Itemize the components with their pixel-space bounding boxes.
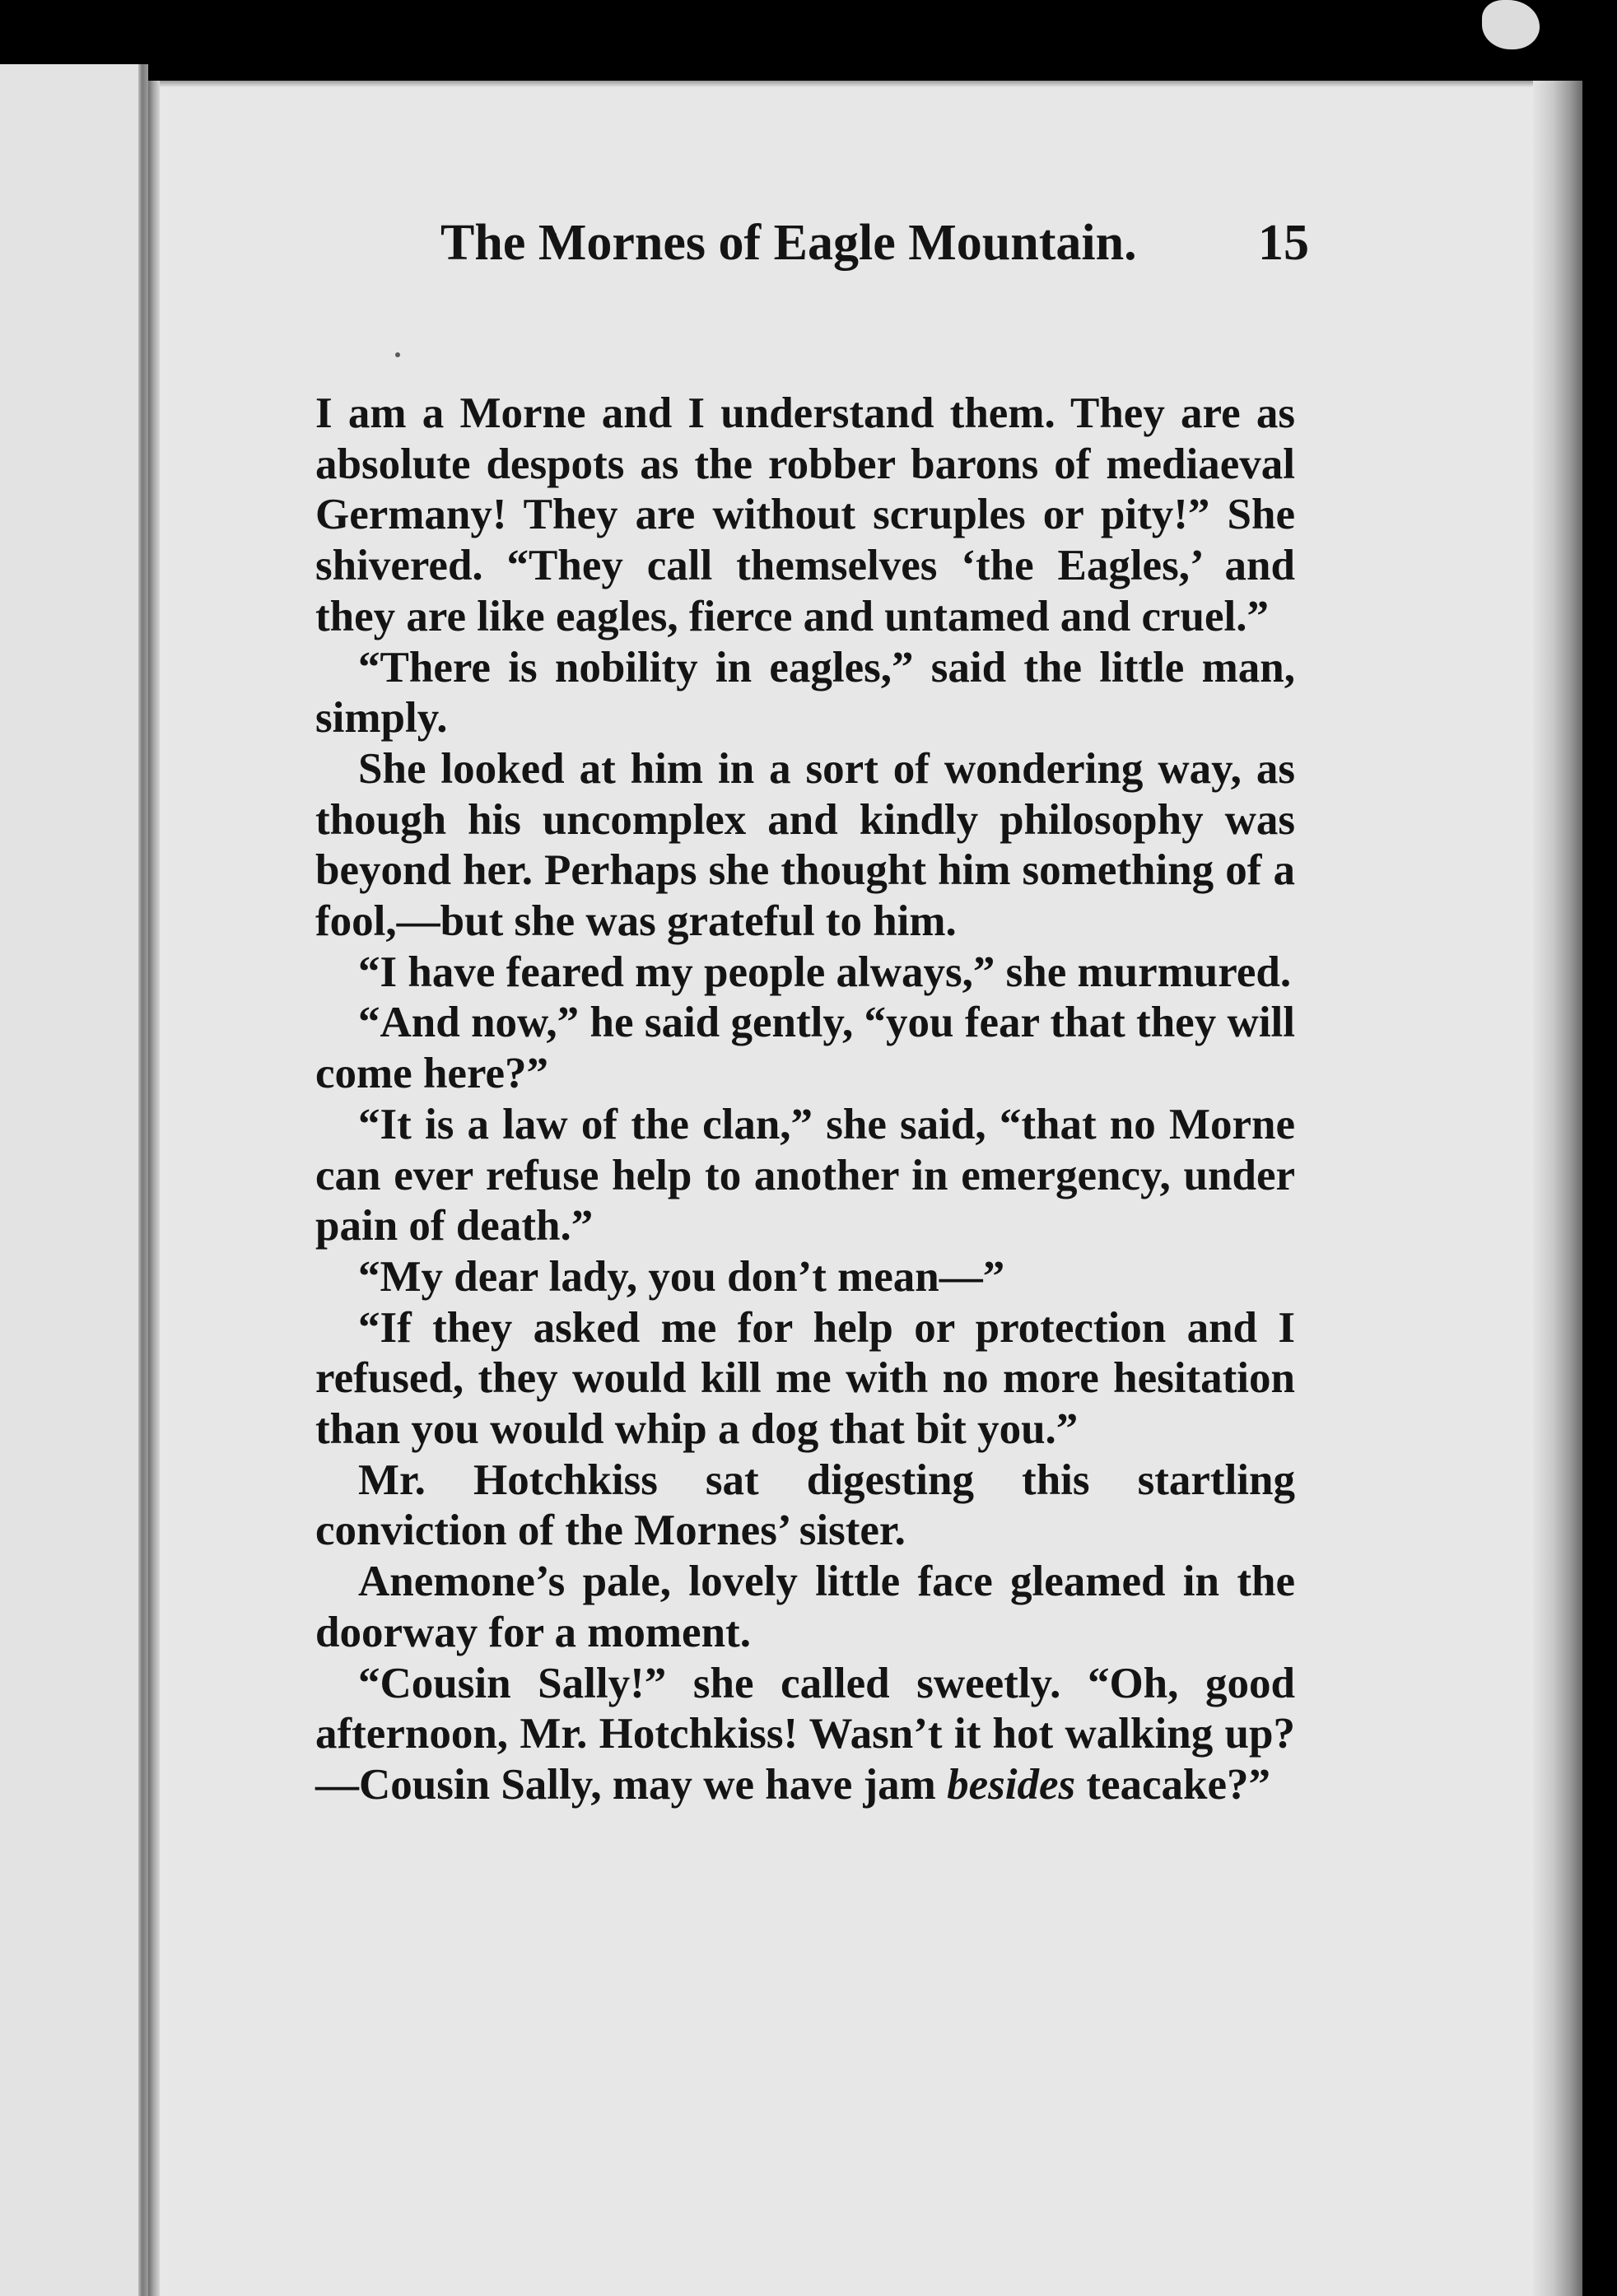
paragraph-11-start: “Cousin Sally!” she called sweetly. “Oh, good afternoon, Mr. Hotchkiss! Wasn’t it hot walking up?—Cousin Sally, may we have jam: [315, 1659, 1295, 1809]
ink-speck: [395, 352, 400, 357]
page-left-edge: [148, 81, 160, 2296]
running-title: The Mornes of Eagle Mountain.: [440, 215, 1137, 271]
paragraph-4: “I have feared my people always,” she murmured.: [358, 948, 1292, 996]
paragraph-1: I am a Morne and I understand them. They are as absolute despots as the robber barons of mediaeval Germany! They are without scruples or pity!” She shivered. “They call themselves ‘the Eagles,’ and they are like eagles, fierce and untamed and cruel.”: [315, 389, 1295, 640]
torn-corner: [1482, 0, 1540, 49]
paragraph-7: “My dear lady, you don’t mean—”: [358, 1252, 1005, 1301]
left-page-sliver: [0, 64, 145, 2296]
page-top-edge: [148, 81, 1582, 87]
page-right-edge: [1533, 81, 1582, 2296]
paragraph-10: Anemone’s pale, lovely little face gleamed in the doorway for a moment.: [315, 1558, 1295, 1656]
page-number: 15: [1258, 215, 1309, 271]
paragraph-11: [315, 1659, 1295, 1811]
paragraph-3: She looked at him in a sort of wondering way, as though his uncomplex and kindly philosophy was beyond her. Perhaps she thought him something of a fool,—but she was grateful to him.: [315, 744, 1295, 946]
paragraph-9: Mr. Hotchkiss sat digesting this startling conviction of the Mornes’ sister.: [315, 1455, 1295, 1555]
paragraph-8: “If they asked me for help or protection and I refused, they would kill me with no more hesitation than you would whip a dog that bit you.”: [315, 1303, 1295, 1454]
emphasized-word: besides: [947, 1760, 1076, 1809]
book-gutter: [138, 64, 148, 2296]
paragraph-5: “And now,” he said gently, “you fear that they will come here?”: [315, 999, 1295, 1098]
body-text: [315, 389, 1295, 1811]
paragraph-11-end: teacake?”: [1075, 1760, 1271, 1809]
running-head: [296, 198, 1309, 288]
paragraph-6: “It is a law of the clan,” she said, “that no Morne can ever refuse help to another in emergency, under pain of death.”: [315, 1100, 1295, 1250]
paragraph-2: “There is nobility in eagles,” said the little man, simply.: [315, 643, 1295, 743]
